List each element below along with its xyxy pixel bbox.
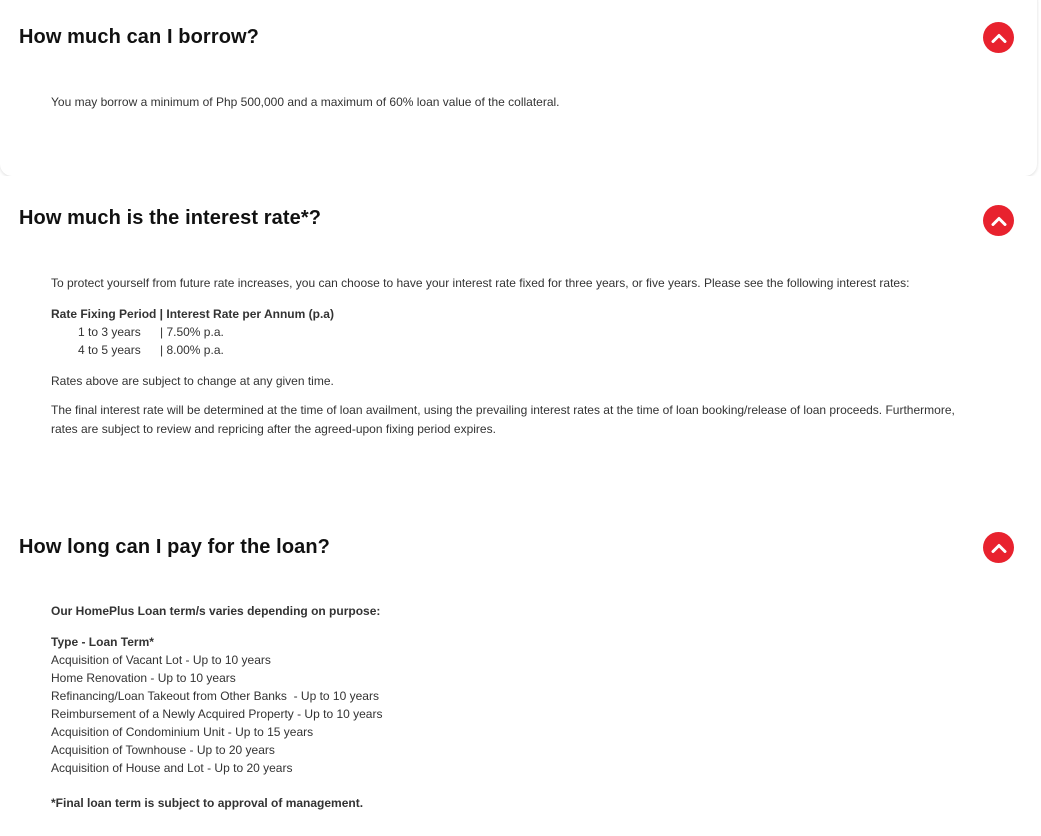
rate-value: | 8.00% p.a. xyxy=(160,343,224,357)
loan-term-item: Acquisition of Condominium Unit - Up to 15 years xyxy=(51,725,314,739)
faq-item-loan-term xyxy=(0,506,1037,836)
rates-table-header: Rate Fixing Period | Interest Rate per Annum (p.a) xyxy=(51,307,334,321)
rate-value: | 7.50% p.a. xyxy=(160,325,224,339)
loan-term-item: Acquisition of Townhouse - Up to 20 years xyxy=(51,743,275,757)
loan-term-item: Reimbursement of a Newly Acquired Property - Up to 10 years xyxy=(51,707,383,721)
loan-term-list-header: Type - Loan Term* xyxy=(51,635,154,649)
collapse-toggle-button[interactable] xyxy=(983,22,1014,53)
rate-period: 4 to 5 years xyxy=(78,343,141,357)
faq-question[interactable]: How long can I pay for the loan? xyxy=(19,536,330,558)
loan-term-item: Refinancing/Loan Takeout from Other Banks - Up to 10 years xyxy=(51,689,379,703)
answer-intro: To protect yourself from future rate increases, you can choose to have your interest rate fixed for three years, or five years. Please see the following interest rates: xyxy=(51,276,910,290)
rate-row xyxy=(51,323,971,341)
final-rate-note: The final interest rate will be determined at the time of loan availment, using the prevailing interest rates at the time of loan booking/release of loan proceeds. Furthermore, rates are subject to review and repricing after the agreed-upon fixing period expires. xyxy=(51,403,955,436)
chevron-up-icon xyxy=(991,543,1007,553)
loan-term-item: Acquisition of Vacant Lot - Up to 10 years xyxy=(51,653,271,667)
answer-text: You may borrow a minimum of Php 500,000 and a maximum of 60% loan value of the collateral. xyxy=(51,95,560,109)
faq-item-interest-rate xyxy=(0,176,1037,496)
loan-term-footnote: *Final loan term is subject to approval of management. xyxy=(51,796,364,810)
rate-change-note: Rates above are subject to change at any given time. xyxy=(51,374,334,388)
chevron-up-icon xyxy=(991,216,1007,226)
faq-answer xyxy=(51,602,971,812)
faq-question[interactable]: How much is the interest rate*? xyxy=(19,207,322,229)
rate-period: 1 to 3 years xyxy=(78,325,141,339)
faq-answer xyxy=(51,274,971,439)
loan-term-item: Home Renovation - Up to 10 years xyxy=(51,671,236,685)
faq-question[interactable]: How much can I borrow? xyxy=(19,26,259,48)
loan-term-item: Acquisition of House and Lot - Up to 20 years xyxy=(51,761,293,775)
faq-answer xyxy=(51,93,971,111)
rate-row xyxy=(51,341,971,359)
chevron-up-icon xyxy=(991,33,1007,43)
answer-intro: Our HomePlus Loan term/s varies depending on purpose: xyxy=(51,604,381,618)
collapse-toggle-button[interactable] xyxy=(983,532,1014,563)
faq-item-borrow xyxy=(0,0,1037,176)
collapse-toggle-button[interactable] xyxy=(983,205,1014,236)
